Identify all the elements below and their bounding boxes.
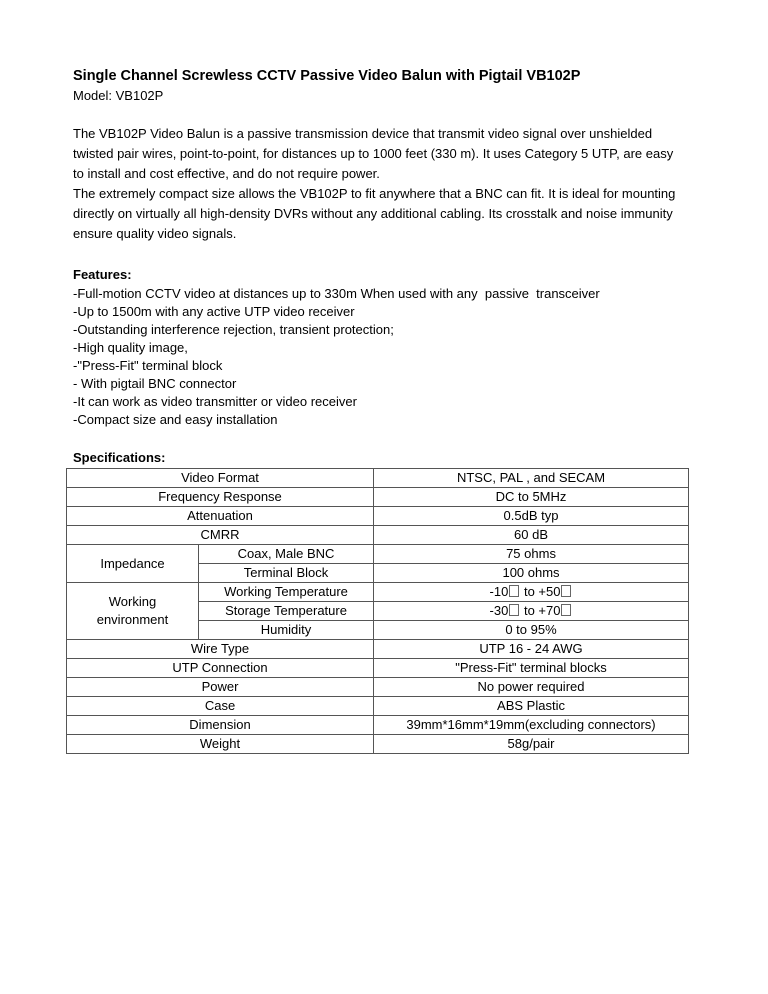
features-heading: Features: bbox=[73, 267, 132, 282]
temp-low: -30 bbox=[489, 603, 509, 618]
table-row bbox=[67, 735, 689, 754]
spec-sublabel: Humidity bbox=[199, 621, 374, 640]
intro-line: The extremely compact size allows the VB102P to fit anywhere that a BNC can fit. It is ideal for mounting bbox=[73, 186, 676, 201]
working-env-label-line2: environment bbox=[96, 612, 169, 627]
spec-value: 100 ohms bbox=[374, 564, 689, 583]
table-row bbox=[67, 488, 689, 507]
spec-value: ABS Plastic bbox=[374, 697, 689, 716]
intro-line: ensure quality video signals. bbox=[73, 226, 237, 241]
spec-label: Wire Type bbox=[67, 640, 374, 659]
intro-paragraph-2 bbox=[73, 184, 693, 244]
specifications-section bbox=[73, 448, 693, 754]
spec-value: 58g/pair bbox=[374, 735, 689, 754]
features-list bbox=[73, 285, 693, 429]
specifications-heading: Specifications: bbox=[73, 450, 166, 465]
spec-label: Case bbox=[67, 697, 374, 716]
feature-item: -Compact size and easy installation bbox=[73, 412, 278, 427]
table-row bbox=[67, 697, 689, 716]
spec-label: UTP Connection bbox=[67, 659, 374, 678]
spec-label: Power bbox=[67, 678, 374, 697]
model-number: Model: VB102P bbox=[73, 88, 164, 103]
spec-group-label: Impedance bbox=[67, 545, 199, 583]
table-row bbox=[67, 469, 689, 488]
intro-line: directly on virtually all high-density DVRs without any additional cabling. Its crosstalk and noise immunity bbox=[73, 206, 673, 221]
temp-high: to +70 bbox=[520, 603, 561, 618]
feature-item: -Outstanding interference rejection, transient protection; bbox=[73, 322, 394, 337]
spec-value: NTSC, PAL , and SECAM bbox=[374, 469, 689, 488]
table-row bbox=[67, 507, 689, 526]
intro-line: twisted pair wires, point-to-point, for distances up to 1000 feet (330 m). It uses Category 5 UTP, are easy bbox=[73, 146, 674, 161]
degree-symbol-icon bbox=[509, 604, 519, 616]
features-section bbox=[73, 265, 693, 429]
degree-symbol-icon bbox=[561, 604, 571, 616]
spec-value bbox=[374, 602, 689, 621]
table-row bbox=[67, 526, 689, 545]
spec-label: Weight bbox=[67, 735, 374, 754]
spec-value: 0.5dB typ bbox=[374, 507, 689, 526]
feature-item: -Full-motion CCTV video at distances up to 330m When used with any passive transceiver bbox=[73, 286, 600, 301]
spec-label: CMRR bbox=[67, 526, 374, 545]
table-row bbox=[67, 716, 689, 735]
spec-value: UTP 16 - 24 AWG bbox=[374, 640, 689, 659]
spec-label: Video Format bbox=[67, 469, 374, 488]
spec-value: 0 to 95% bbox=[374, 621, 689, 640]
spec-sublabel: Storage Temperature bbox=[199, 602, 374, 621]
intro-paragraph-1 bbox=[73, 124, 693, 184]
table-row bbox=[67, 678, 689, 697]
spec-value: 39mm*16mm*19mm(excluding connectors) bbox=[374, 716, 689, 735]
specifications-table bbox=[66, 468, 689, 754]
spec-value: 75 ohms bbox=[374, 545, 689, 564]
table-row bbox=[67, 659, 689, 678]
spec-label: Dimension bbox=[67, 716, 374, 735]
degree-symbol-icon bbox=[561, 585, 571, 597]
spec-label: Frequency Response bbox=[67, 488, 374, 507]
feature-item: - With pigtail BNC connector bbox=[73, 376, 237, 391]
temp-low: -10 bbox=[489, 584, 509, 599]
intro-line: The VB102P Video Balun is a passive transmission device that transmit video signal over unshielded bbox=[73, 126, 653, 141]
spec-value: "Press-Fit" terminal blocks bbox=[374, 659, 689, 678]
spec-sublabel: Coax, Male BNC bbox=[199, 545, 374, 564]
feature-item: -Up to 1500m with any active UTP video receiver bbox=[73, 304, 355, 319]
spec-group-label bbox=[67, 583, 199, 640]
spec-sublabel: Working Temperature bbox=[199, 583, 374, 602]
working-env-label-line1: Working bbox=[108, 594, 157, 609]
intro-line: to install and cost effective, and do not require power. bbox=[73, 166, 380, 181]
spec-value: No power required bbox=[374, 678, 689, 697]
document-title: Single Channel Screwless CCTV Passive Video Balun with Pigtail VB102P bbox=[73, 68, 581, 84]
table-row bbox=[67, 640, 689, 659]
spec-sublabel: Terminal Block bbox=[199, 564, 374, 583]
spec-value: DC to 5MHz bbox=[374, 488, 689, 507]
temp-high: to +50 bbox=[520, 584, 561, 599]
feature-item: -It can work as video transmitter or video receiver bbox=[73, 394, 357, 409]
degree-symbol-icon bbox=[509, 585, 519, 597]
spec-value: 60 dB bbox=[374, 526, 689, 545]
feature-item: -"Press-Fit" terminal block bbox=[73, 358, 223, 373]
table-row bbox=[67, 545, 689, 564]
feature-item: -High quality image, bbox=[73, 340, 188, 355]
spec-label: Attenuation bbox=[67, 507, 374, 526]
document-page bbox=[73, 66, 693, 754]
table-row bbox=[67, 583, 689, 602]
spec-value bbox=[374, 583, 689, 602]
